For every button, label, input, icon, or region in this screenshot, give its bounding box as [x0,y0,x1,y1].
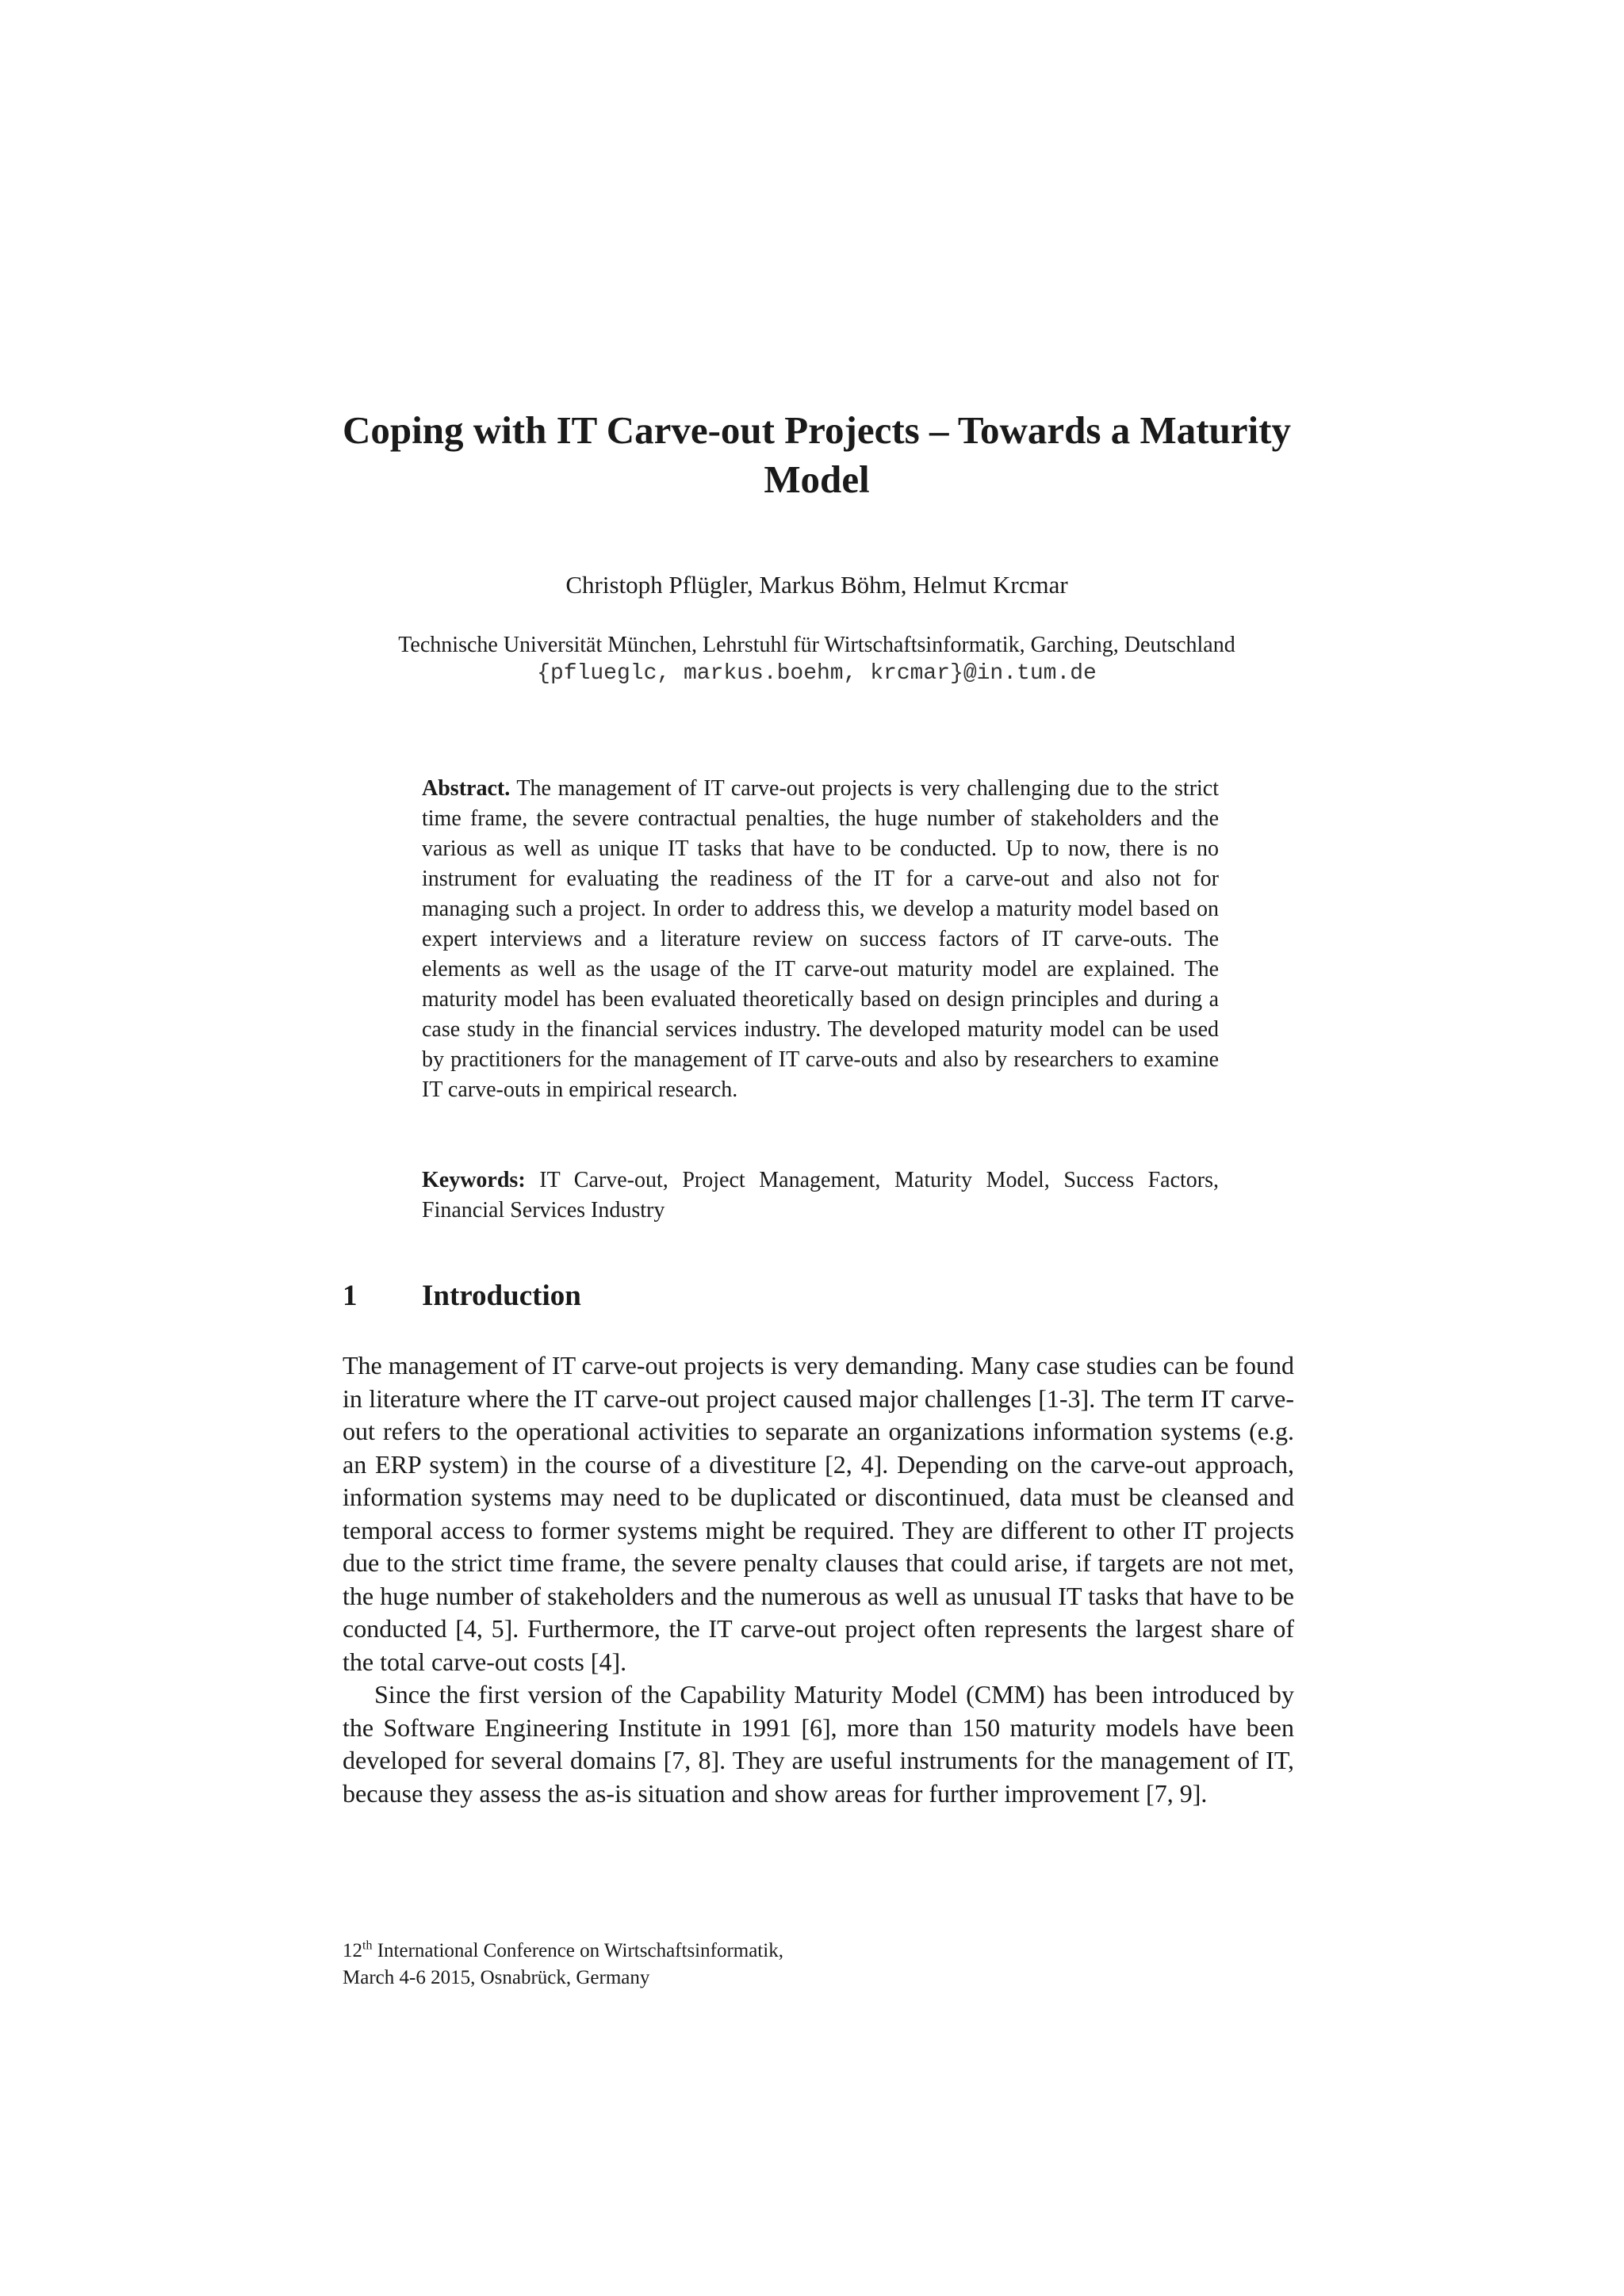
body-paragraph: The management of IT carve-out projects is very demanding. Many case studies can be found in literature where the IT carve-out project caused major challenges [1-3]. The term IT carve-out refers to the operational activities to separate an organizations information systems (e.g. an ERP system) in the course of a divestiture [2, 4]. Depending on the carve-out approach, information systems may need to be duplicated or discontinued, data must be cleansed and temporal access to former systems might be required. They are different to other IT projects due to the strict time frame, the severe penalty clauses that could arise, if targets are not met, the huge number of stakeholders and the numerous as well as unusual IT tasks that have to be conducted [4, 5]. Furthermore, the IT carve-out project often represents the largest share of the total carve-out costs [4]. [343,1351,1294,1676]
abstract [422,774,1219,1105]
footer-date-location: March 4-6 2015, Osnabrück, Germany [343,1967,650,1988]
footer-line-1 [343,1938,977,1965]
keywords-label: Keywords: [422,1168,526,1192]
keywords [422,1165,1219,1226]
affiliation: Technische Universität München, Lehrstuhl für Wirtschaftsinformatik, Garching, Deutschland [398,633,1235,657]
paper-title: Coping with IT Carve-out Projects – Towards a Maturity Model [343,408,1291,501]
abstract-label: Abstract. [422,776,511,801]
abstract-text: The management of IT carve-out projects is very challenging due to the strict time frame, the severe contractual penalties, the huge number of stakeholders and the various as well as unique IT tasks that have to be conducted. Up to now, there is no instrument for evaluating the readiness of the IT for a carve-out and also not for managing such a project. In order to address this, we develop a maturity model based on expert interviews and a literature review on success factors of IT carve-outs. The elements as well as the usage of the IT carve-out maturity model are explained. The maturity model has been evaluated theoretically based on design principles and during a case study in the financial services industry. The developed maturity model can be used by practitioners for the management of IT carve-outs and also by researchers to examine IT carve-outs in empirical research. [422,776,1220,1102]
introduction-body [343,1349,1294,1810]
author-emails: {pflueglc, markus.boehm, krcmar}@in.tum.de [537,661,1097,686]
footer-conference: International Conference on Wirtschaftsinformatik, [377,1940,783,1961]
body-paragraph: Since the first version of the Capability Maturity Model (CMM) has been introduced by the Software Engineering Institute in 1991 [6], more than 150 maturity models have been developed for several domains [7, 8]. They are useful instruments for the management of IT, because they assess the as-is situation and show areas for further improvement [7, 9]. [343,1680,1294,1808]
conference-footer [343,1938,977,1992]
keywords-text: IT Carve-out, Project Management, Maturity Model, Success Factors, Financial Services Industry [422,1168,1219,1223]
footer-edition-number: 12 [343,1940,362,1961]
section-title: Introduction [422,1280,581,1312]
section-heading-introduction [343,1278,581,1314]
footer-edition-suffix: th [362,1938,373,1953]
author-list: Christoph Pflügler, Markus Böhm, Helmut Krcmar [565,571,1068,599]
section-number: 1 [343,1280,358,1312]
